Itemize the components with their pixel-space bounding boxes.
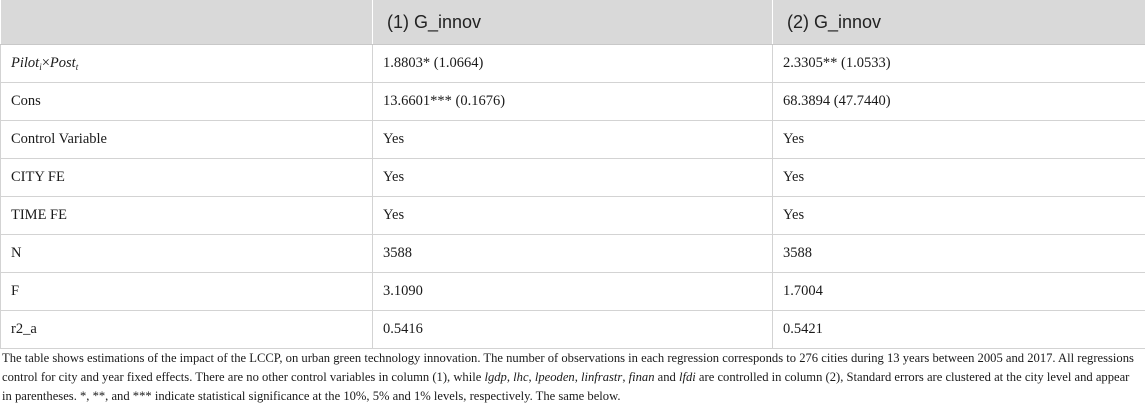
cell-col2: 2.3305** (1.0533)	[773, 45, 1145, 83]
header-col1: (1) G_innov	[373, 0, 773, 45]
cell-col2: 0.5421	[773, 311, 1145, 349]
cell-col1: 1.8803* (1.0664)	[373, 45, 773, 83]
cell-col1: Yes	[373, 197, 773, 235]
header-col2: (2) G_innov	[773, 0, 1145, 45]
cell-col2: Yes	[773, 121, 1145, 159]
table-row	[1, 159, 1145, 197]
table-row	[1, 45, 1145, 83]
cell-col1: Yes	[373, 159, 773, 197]
cell-col2: Yes	[773, 159, 1145, 197]
header-row	[1, 0, 1145, 45]
cell-col1: 13.6601*** (0.1676)	[373, 83, 773, 121]
row-label: r2_a	[1, 311, 373, 349]
cell-col2: Yes	[773, 197, 1145, 235]
row-label: F	[1, 273, 373, 311]
cell-col1: 0.5416	[373, 311, 773, 349]
row-label: Control Variable	[1, 121, 373, 159]
table-row	[1, 197, 1145, 235]
table-row	[1, 121, 1145, 159]
table-row	[1, 235, 1145, 273]
cell-col2: 1.7004	[773, 273, 1145, 311]
cell-col1: 3588	[373, 235, 773, 273]
table-row	[1, 273, 1145, 311]
cell-col2: 3588	[773, 235, 1145, 273]
row-label: TIME FE	[1, 197, 373, 235]
row-label-pilot-post: Pilot$_i$×Post$_t$	[1, 45, 373, 83]
cell-col2: 68.3894 (47.7440)	[773, 83, 1145, 121]
row-label: N	[1, 235, 373, 273]
cell-col1: Yes	[373, 121, 773, 159]
table-note: The table shows estimations of the impact of the LCCP, on urban green technology innovation. The number of observations in each regression corresponds to 276 cities during 13 years between 2005 and 2017. All regressions control for city and year fixed effects. There are no other control variables in column (1), while lgdp, lhc, lpeoden, linfrastr, finan and lfdi are controlled in column (2), Standard errors are clustered at the city level and appear in parentheses. *, **, and *** indicate statistical significance at the 10%, 5% and 1% levels, respectively. The same below.	[2, 351, 1134, 404]
row-label: Cons	[1, 83, 373, 121]
cell-col1: 3.1090	[373, 273, 773, 311]
table-row	[1, 83, 1145, 121]
header-blank	[1, 0, 373, 45]
row-label: CITY FE	[1, 159, 373, 197]
